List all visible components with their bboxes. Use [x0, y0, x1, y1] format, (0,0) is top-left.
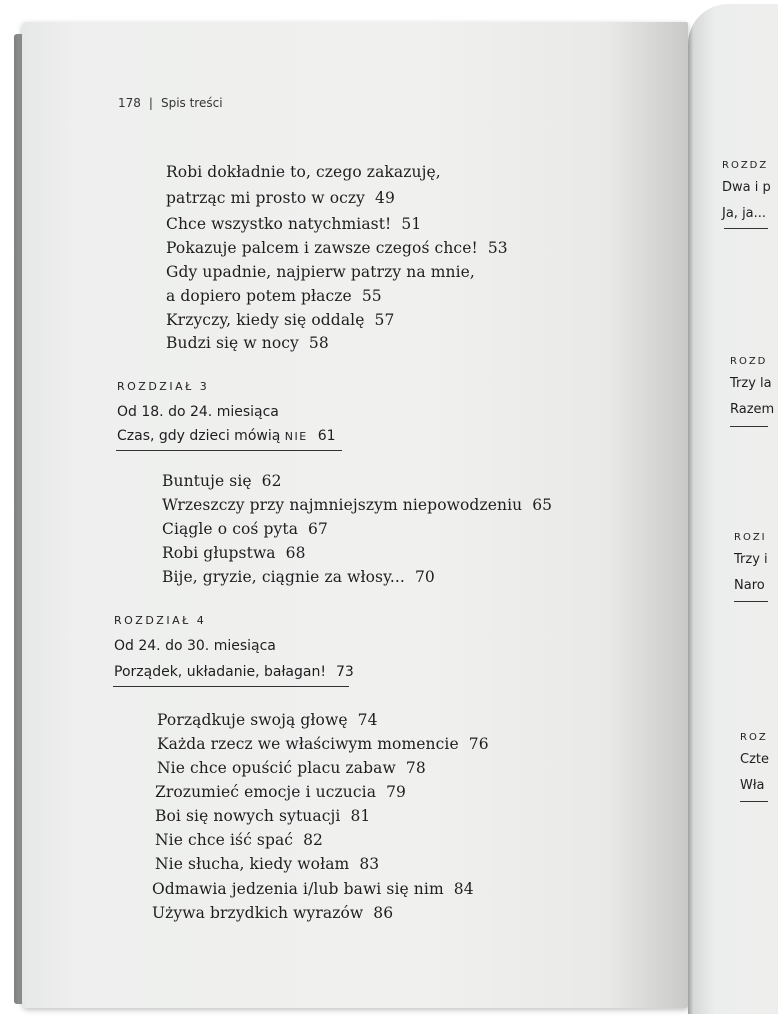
right-chapter-title: Ja, ja...	[722, 206, 767, 221]
toc-page-number: 65	[532, 496, 553, 514]
header-separator: |	[148, 96, 153, 110]
chapter-underline	[113, 686, 349, 687]
right-chapter-underline	[740, 801, 768, 802]
toc-page-number: 84	[453, 880, 474, 898]
toc-entry: Ciągle o coś pyta 67	[162, 520, 328, 538]
toc-page-number: 74	[357, 711, 378, 729]
toc-page-number: 49	[375, 189, 395, 207]
toc-page-number: 53	[487, 239, 508, 257]
toc-entry: Buntuje się 62	[162, 472, 282, 490]
toc-entry: Pokazuje palcem i zawsze czegoś chce! 53	[166, 239, 508, 257]
toc-entry: Odmawia jedzenia i/lub bawi się nim 84	[152, 880, 474, 898]
chapter-period: Od 24. do 30. miesiąca	[114, 638, 276, 654]
right-chapter-underline	[724, 228, 768, 229]
toc-entry: Budzi się w nocy 58	[166, 334, 329, 352]
chapter-page-number: 73	[335, 664, 354, 680]
right-chapter-label: ROZ	[740, 732, 768, 743]
toc-page-number: 70	[414, 568, 435, 586]
chapter-period: Od 18. do 24. miesiąca	[117, 404, 279, 420]
toc-entry: Gdy upadnie, najpierw patrzy na mnie,	[166, 263, 475, 281]
right-chapter-underline	[734, 601, 768, 602]
right-chapter-period: Trzy la	[730, 376, 772, 391]
toc-entry: Nie chce iść spać 82	[155, 831, 324, 849]
right-chapter-label: ROZI	[734, 532, 767, 543]
toc-page-number: 58	[308, 334, 329, 352]
right-chapter-label: ROZD	[730, 356, 768, 367]
right-chapter-title: Naro	[734, 578, 765, 593]
chapter-page-number: 61	[317, 428, 336, 444]
toc-entry: Nie chce opuścić placu zabaw 78	[157, 759, 426, 777]
chapter-label: ROZDZIAŁ 4	[114, 614, 207, 627]
right-chapter-period: Trzy i	[734, 552, 768, 567]
toc-entry: Robi głupstwa 68	[162, 544, 306, 562]
toc-page-number: 67	[308, 520, 328, 538]
toc-page-number: 55	[361, 287, 382, 305]
toc-page-number: 51	[401, 215, 422, 233]
toc-entry: Robi dokładnie to, czego zakazuję,	[166, 163, 441, 181]
header-title: Spis treści	[160, 96, 223, 110]
right-chapter-label: ROZDZ	[722, 160, 769, 171]
toc-entry: Porządkuje swoją głowę 74	[157, 711, 378, 729]
right-page	[688, 4, 778, 1014]
toc-page-number: 83	[359, 855, 380, 873]
toc-entry: Bije, gryzie, ciągnie za włosy... 70	[162, 568, 435, 586]
right-chapter-period: Dwa i p	[722, 180, 771, 195]
toc-entry: Każda rzecz we właściwym momencie 76	[157, 735, 489, 753]
toc-page-number: 62	[261, 472, 282, 490]
right-chapter-period: Czte	[740, 752, 769, 767]
toc-entry: Krzyczy, kiedy się oddalę 57	[166, 311, 395, 329]
toc-entry: Używa brzydkich wyrazów 86	[152, 904, 394, 922]
title-emphasis: NIE	[284, 430, 308, 443]
chapter-title: Czas, gdy dzieci mówią NIE 61	[117, 428, 336, 444]
toc-entry: patrząc mi prosto w oczy 49	[166, 189, 395, 207]
toc-entry: Zrozumieć emocje i uczucia 79	[155, 783, 406, 801]
toc-entry: Nie słucha, kiedy wołam 83	[155, 855, 380, 873]
right-chapter-title: Wła	[740, 778, 765, 793]
toc-page-number: 78	[405, 759, 426, 777]
right-chapter-title: Razem	[730, 402, 775, 417]
toc-entry: a dopiero potem płacze 55	[166, 287, 382, 305]
toc-page-number: 82	[303, 831, 324, 849]
toc-page-number: 81	[350, 807, 371, 825]
toc-entry: Chce wszystko natychmiast! 51	[166, 215, 422, 233]
chapter-title: Porządek, układanie, bałagan! 73	[114, 664, 354, 680]
toc-page-number: 57	[374, 311, 395, 329]
page-number: 178	[118, 96, 141, 110]
toc-page-number: 79	[386, 783, 406, 801]
chapter-label: ROZDZIAŁ 3	[117, 380, 210, 393]
toc-page-number: 68	[285, 544, 306, 562]
toc-page-number: 86	[373, 904, 394, 922]
running-header	[118, 96, 223, 110]
right-chapter-underline	[730, 426, 768, 427]
toc-page-number: 76	[468, 735, 489, 753]
toc-entry: Wrzeszczy przy najmniejszym niepowodzeniu 65	[162, 496, 553, 514]
chapter-underline	[116, 450, 342, 451]
toc-entry: Boi się nowych sytuacji 81	[155, 807, 371, 825]
